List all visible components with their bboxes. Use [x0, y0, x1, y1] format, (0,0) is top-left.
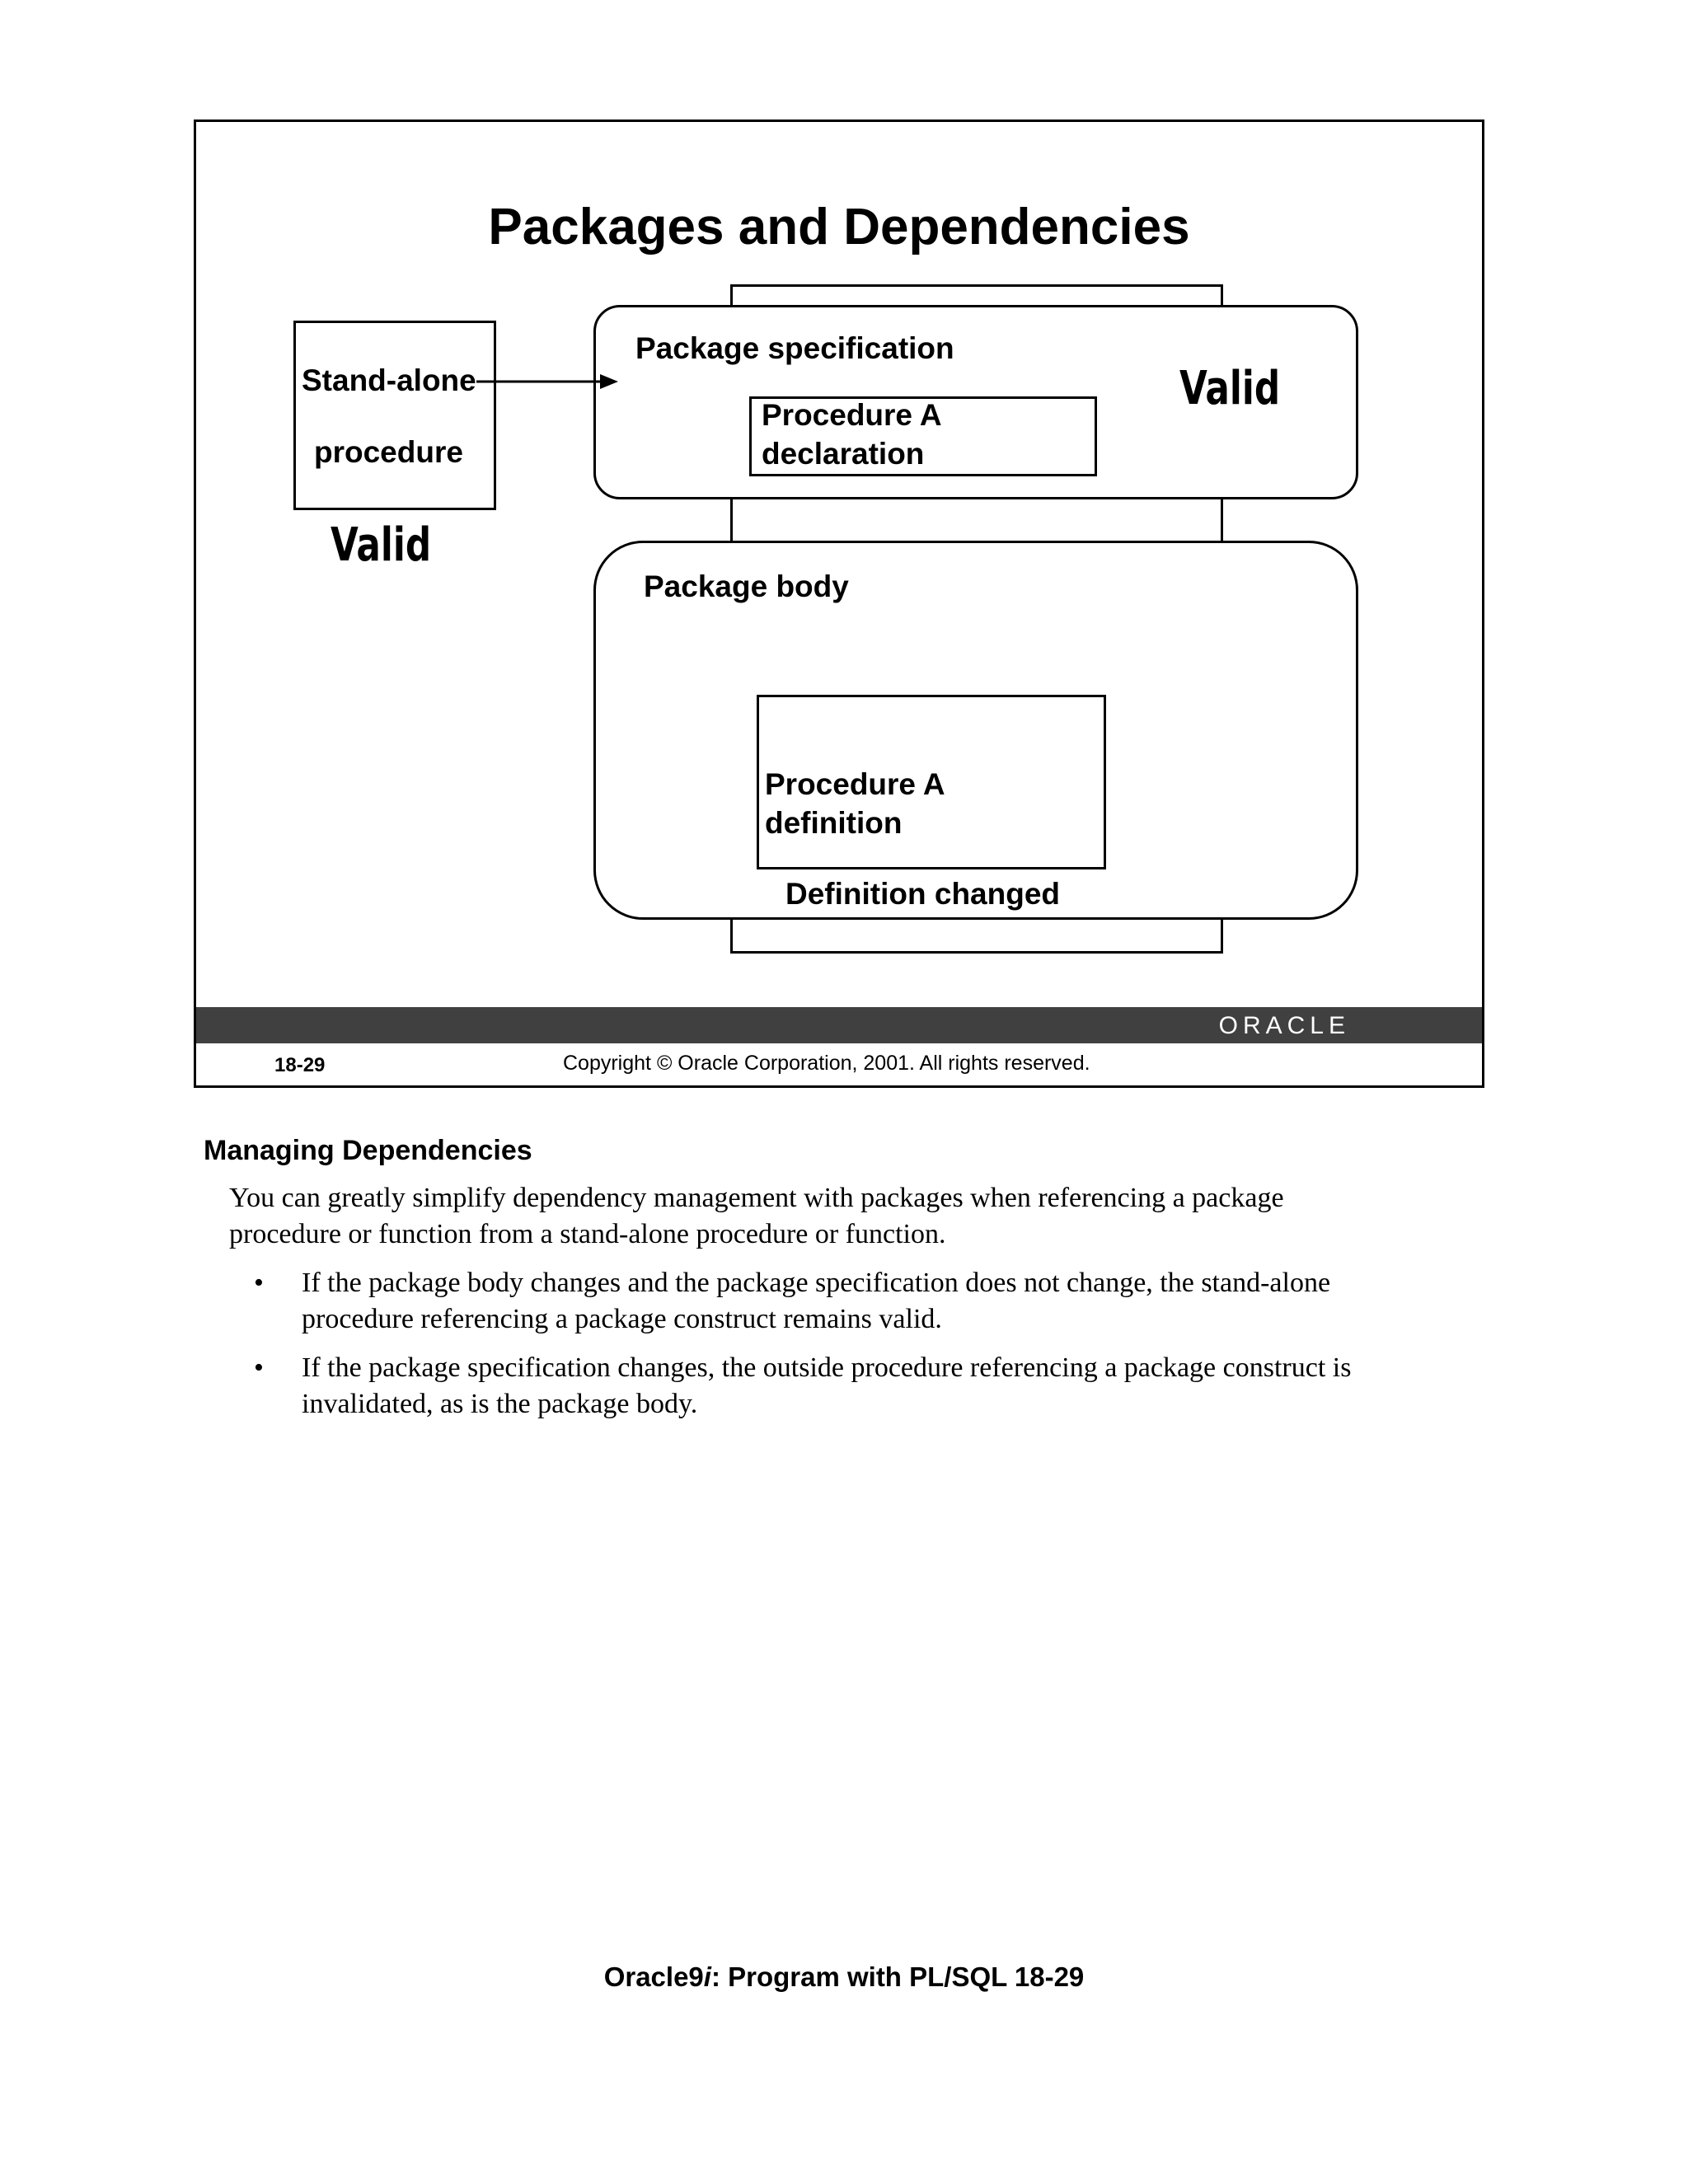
procedure-declaration-line1: Procedure A	[762, 398, 942, 432]
bullet-marker: •	[254, 1268, 264, 1298]
standalone-status: Valid	[331, 518, 432, 572]
oracle-logo: ORACLE	[1218, 1012, 1350, 1039]
procedure-declaration-line2: declaration	[762, 437, 925, 471]
standalone-procedure-box	[293, 321, 496, 510]
copyright-notice: Copyright © Oracle Corporation, 2001. All rights reserved.	[563, 1052, 1090, 1075]
dependency-arrow	[476, 369, 625, 394]
bullet-marker: •	[254, 1352, 264, 1383]
specification-status: Valid	[1179, 362, 1281, 415]
page-footer	[0, 1961, 1688, 1993]
section-heading: Managing Dependencies	[204, 1135, 532, 1166]
procedure-definition-line2: definition	[765, 806, 903, 840]
standalone-procedure-line2: procedure	[314, 435, 463, 469]
standalone-procedure-line1: Stand-alone	[302, 363, 476, 397]
page-footer-prefix: Oracle9	[603, 1961, 704, 1992]
bullet-2-line-2: invalidated, as is the package body.	[302, 1389, 698, 1419]
page-footer-italic: i	[703, 1961, 711, 1992]
package-specification-label: Package specification	[635, 331, 954, 365]
page-footer-suffix: : Program with PL/SQL 18-29	[710, 1961, 1085, 1992]
slide-frame	[194, 120, 1484, 1088]
slide-number: 18-29	[274, 1054, 326, 1076]
package-body-label: Package body	[644, 569, 849, 603]
bullet-2-line-1: If the package specification changes, the outside procedure referencing a package construct is	[302, 1352, 1352, 1383]
procedure-definition-line1: Procedure A	[765, 767, 945, 801]
bullet-1-line-2: procedure referencing a package construct remains valid.	[302, 1304, 942, 1334]
intro-line-1: You can greatly simplify dependency management with packages when referencing a package	[229, 1183, 1284, 1213]
intro-line-2: procedure or function from a stand-alone procedure or function.	[229, 1219, 946, 1249]
slide-title: Packages and Dependencies	[488, 199, 1190, 255]
definition-changed-label: Definition changed	[785, 877, 1060, 911]
bullet-1-line-1: If the package body changes and the package specification does not change, the stand-alone	[302, 1268, 1331, 1298]
slide-footer-bar	[196, 1007, 1482, 1043]
